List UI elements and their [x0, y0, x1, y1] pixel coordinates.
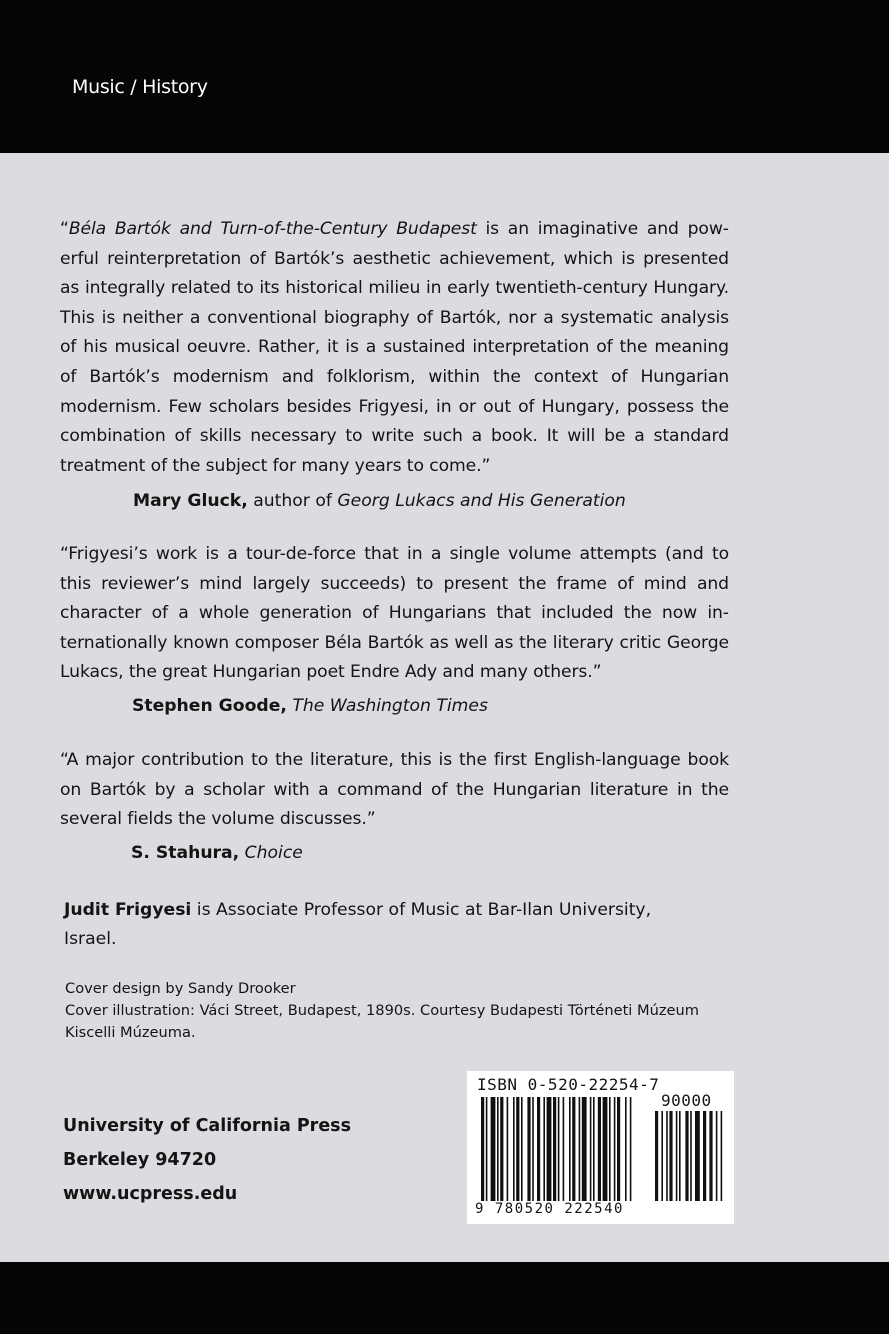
review-source: The Washington Times [292, 696, 488, 716]
author-bio [64, 896, 704, 954]
barcode-bar [582, 1097, 587, 1201]
review-quote-3 [60, 746, 729, 835]
publisher-city: Berkeley 94720 [63, 1150, 217, 1170]
barcode-bar [527, 1097, 530, 1201]
addon-bar [721, 1111, 723, 1201]
barcode-bar [603, 1097, 608, 1201]
author-bio-text: is Associate Professor of Music at Bar-Ilan University, Israel. [64, 900, 652, 949]
review-source: Georg Lukacs and His Generation [337, 491, 626, 511]
source-prefix: author of [247, 491, 338, 511]
barcode-bar [500, 1097, 503, 1201]
isbn-number: ISBN 0-520-22254-7 [477, 1075, 660, 1094]
barcode-bar [598, 1097, 601, 1201]
review-quote-2 [60, 540, 729, 688]
review-attribution-3 [131, 841, 303, 865]
barcode-bar [537, 1097, 540, 1201]
quote-open-mark: “ [60, 219, 69, 239]
ean-digits: 9 780520 222540 [475, 1201, 624, 1217]
barcode-bar [569, 1097, 571, 1201]
review-source: Choice [244, 843, 303, 863]
review-quote-1 [60, 215, 729, 481]
cover-credits [65, 978, 725, 1044]
barcode-bar [558, 1097, 560, 1201]
reviewer-name: Mary Gluck, [133, 491, 248, 511]
reviewer-name: S. Stahura, [131, 843, 240, 863]
addon-bar [685, 1111, 688, 1201]
barcode-bar [521, 1097, 523, 1201]
addon-bar [690, 1111, 692, 1201]
cover-design-credit: Cover design by Sandy Drooker [65, 980, 296, 997]
addon-bar [661, 1111, 663, 1201]
barcode-bar [507, 1097, 509, 1201]
addon-bar [695, 1111, 700, 1201]
barcode-bar [481, 1097, 484, 1201]
reviewer-name: Stephen Goode, [132, 696, 287, 716]
barcode-bar [625, 1097, 627, 1201]
barcode-bar [486, 1097, 488, 1201]
author-name: Judit Frigyesi [64, 900, 192, 920]
barcode-bar [593, 1097, 595, 1201]
bottom-band [0, 1262, 889, 1334]
barcode-label [467, 1071, 734, 1224]
barcode-bar [543, 1097, 545, 1201]
barcode-bar [614, 1097, 616, 1201]
barcode-bar [630, 1097, 632, 1201]
publisher-name: University of California Press [63, 1116, 352, 1136]
quote-text: “A major contribution to the literature, this is the first English-language book on Bartók by a scholar with a command of the Hungarian literature in the several fields the volume discusses.” [60, 750, 729, 830]
addon-bar [703, 1111, 706, 1201]
price-code: 90000 [661, 1091, 712, 1110]
top-band [0, 0, 889, 153]
review-attribution-2 [132, 694, 488, 718]
quote-text: is an imaginative and powerful reinterpretation of Bartók’s aesthetic achievement, which is presented as integrally related to its historical milieu in early twentieth-century Hungary. This is neither a conventional biography of Bartók, nor a systematic analysis of his musical oeuvre. Rather, it is a sustained interpretation of the meaning of Bartók’s modernism and folklorism, within the context of Hungarian modernism. Few scholars besides Frigyesi, in or out of Hungary, possess the combination of skills necessary to write such a book. It will be a standard treatment of the subject for many years to come.” [60, 219, 729, 476]
category-label: Music / History [72, 76, 208, 98]
addon-bar [655, 1111, 658, 1201]
barcode-bar [563, 1097, 565, 1201]
quote-text: “Frigyesi’s work is a tour-de-force that in a single volume attempts (and to this reviewer’s mind largely succeeds) to present the frame of mind and character of a whole generation of Hungarians that included the now internationally known composer Béla Bartók as well as the literary critic George Lukacs, the great Hungarian poet Endre Ady and many others.” [60, 544, 729, 683]
publisher-url[interactable]: www.ucpress.edu [63, 1184, 238, 1204]
cover-illustration-credit: Cover illustration: Váci Street, Budapest, 1890s. Courtesy Budapesti Történeti Múzeum Kiscelli Múzeuma. [65, 1002, 699, 1041]
review-attribution-1 [133, 489, 626, 513]
barcode-bar [516, 1097, 519, 1201]
barcode-bar [572, 1097, 575, 1201]
barcode-bar [532, 1097, 534, 1201]
barcode-bar [553, 1097, 556, 1201]
barcode-bar [579, 1097, 581, 1201]
barcode-bar [497, 1097, 499, 1201]
barcode-bar [513, 1097, 515, 1201]
barcode-bar [491, 1097, 496, 1201]
addon-bar [669, 1111, 672, 1201]
addon-bar [716, 1111, 718, 1201]
addon-bar [709, 1111, 712, 1201]
barcode-bar [617, 1097, 620, 1201]
barcode-bar [547, 1097, 552, 1201]
addon-bar [679, 1111, 681, 1201]
book-title: Béla Bartók and Turn-of-the-Century Budapest [68, 219, 477, 239]
addon-bar [666, 1111, 668, 1201]
barcode-bar [590, 1097, 592, 1201]
barcode-bar [609, 1097, 611, 1201]
publisher-block [63, 1109, 351, 1211]
addon-bar [676, 1111, 678, 1201]
